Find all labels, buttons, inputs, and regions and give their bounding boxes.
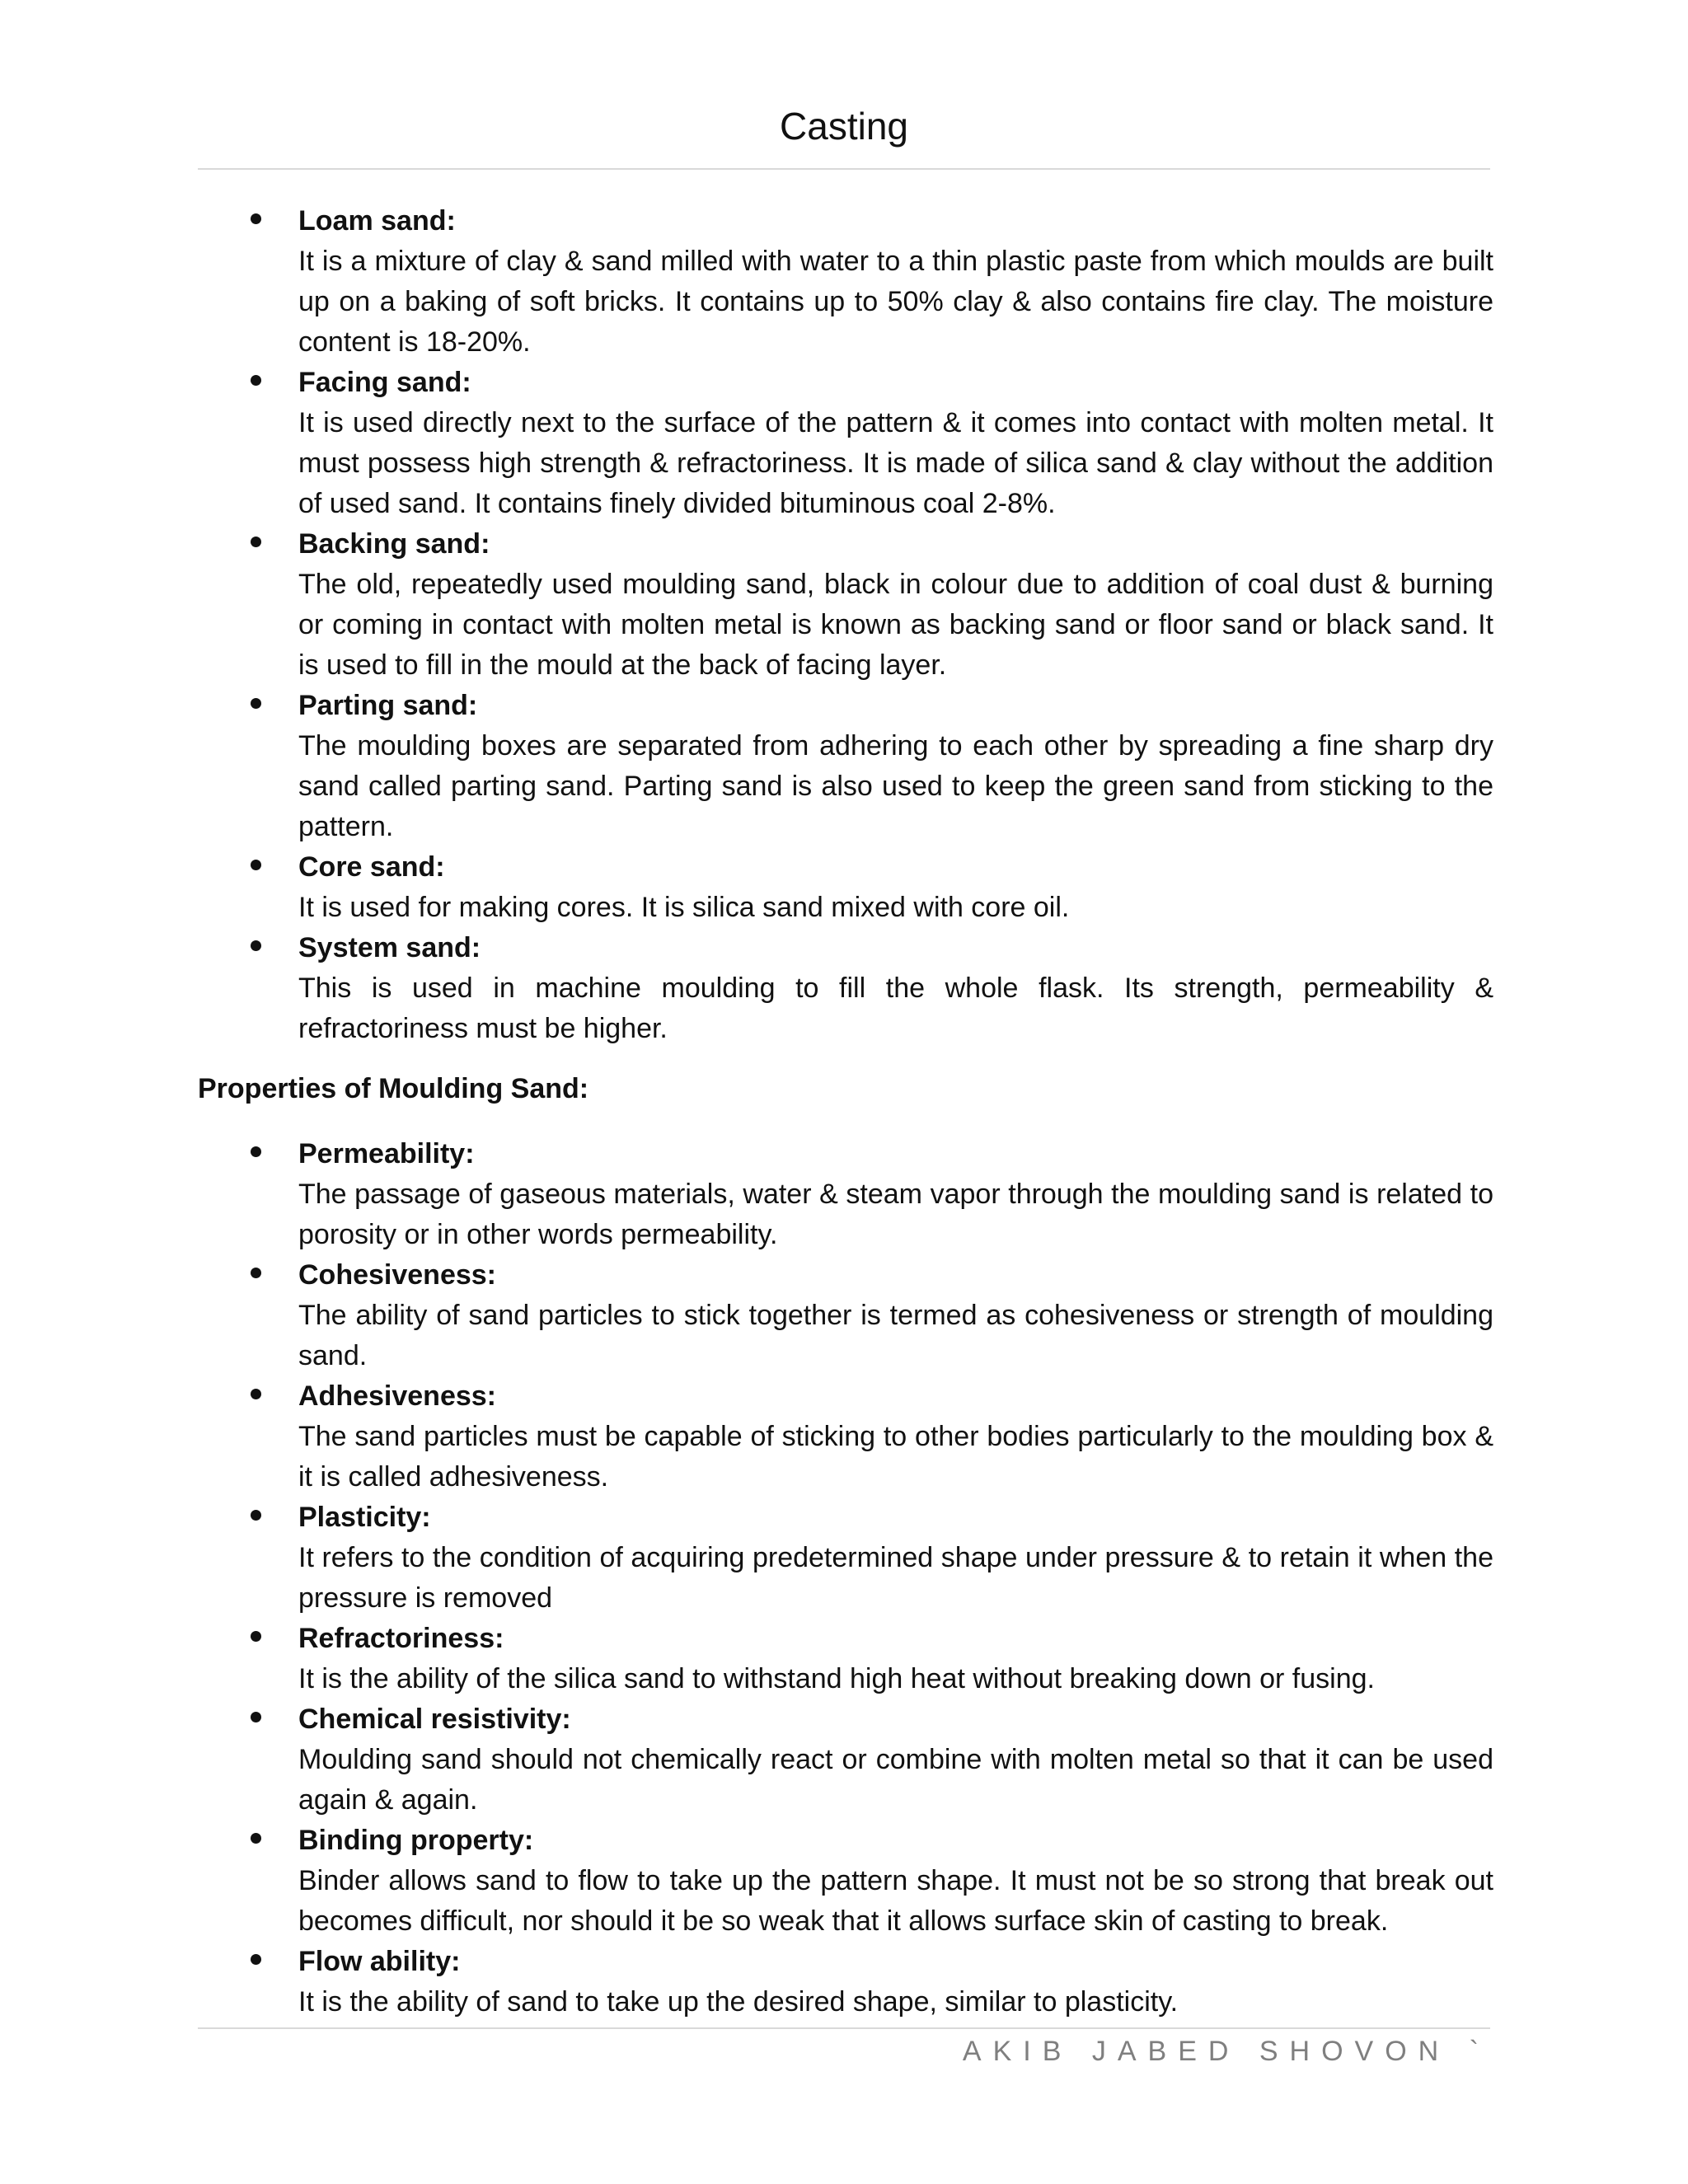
item-term: Binding property:	[298, 1825, 534, 1856]
bullet-icon	[251, 375, 261, 386]
list-item	[198, 847, 1493, 928]
list-item	[198, 1942, 1493, 2022]
page-title: Casting	[780, 105, 908, 148]
bullet-icon	[251, 698, 261, 709]
properties-list	[198, 1134, 1493, 2022]
item-term: System sand:	[298, 932, 481, 963]
bullet-icon	[251, 1389, 261, 1399]
item-term: Plasticity:	[298, 1502, 431, 1533]
bullet-icon	[251, 1510, 261, 1521]
item-term: Adhesiveness:	[298, 1380, 496, 1412]
list-item	[198, 201, 1493, 363]
item-term: Facing sand:	[298, 367, 471, 398]
page-footer	[198, 2027, 1490, 2067]
item-description: It is the ability of the silica sand to withstand high heat without breaking down or fusing.	[298, 1663, 1375, 1694]
item-term: Permeability:	[298, 1138, 475, 1169]
page-content	[198, 201, 1493, 2022]
list-item	[198, 363, 1493, 524]
item-description: The passage of gaseous materials, water & steam vapor through the moulding sand is related to porosity or in other words permeability.	[298, 1179, 1493, 1250]
bullet-icon	[251, 1954, 261, 1965]
bullet-icon	[251, 1712, 261, 1722]
item-description: It is a mixture of clay & sand milled with water to a thin plastic paste from which moulds are built up on a baking of soft bricks. It contains up to 50% clay & also contains fire clay. The moisture content is 18-20%.	[298, 246, 1493, 358]
bullet-icon	[251, 940, 261, 951]
list-item	[198, 1497, 1493, 1619]
item-description: The sand particles must be capable of sticking to other bodies particularly to the moulding box & it is called adhesiveness.	[298, 1421, 1493, 1493]
sand-types-list	[198, 201, 1493, 1049]
bullet-icon	[251, 1833, 261, 1844]
item-description: The old, repeatedly used moulding sand, black in colour due to addition of coal dust & burning or coming in contact with molten metal is known as backing sand or floor sand or black sand. It is used to fill in the mould at the back of facing layer.	[298, 569, 1493, 681]
item-description: The moulding boxes are separated from adhering to each other by spreading a fine sharp dry sand called parting sand. Parting sand is also used to keep the green sand from sticking to the pattern.	[298, 730, 1493, 842]
bullet-icon	[251, 213, 261, 224]
list-item	[198, 928, 1493, 1049]
item-description: It refers to the condition of acquiring predetermined shape under pressure & to retain it when the pressure is removed	[298, 1542, 1493, 1614]
bullet-icon	[251, 537, 261, 547]
bullet-icon	[251, 1146, 261, 1157]
item-term: Refractoriness:	[298, 1623, 504, 1654]
item-description: It is used for making cores. It is silica sand mixed with core oil.	[298, 892, 1070, 923]
list-item	[198, 1619, 1493, 1699]
item-description: The ability of sand particles to stick together is termed as cohesiveness or strength of moulding sand.	[298, 1300, 1493, 1371]
item-term: Loam sand:	[298, 205, 456, 237]
list-item	[198, 1376, 1493, 1497]
page-header	[198, 97, 1490, 170]
list-item	[198, 1134, 1493, 1255]
list-item	[198, 524, 1493, 686]
item-description: Binder allows sand to flow to take up the pattern shape. It must not be so strong that break out becomes difficult, nor should it be so weak that it allows surface skin of casting to break.	[298, 1865, 1493, 1937]
item-term: Parting sand:	[298, 690, 478, 721]
item-description: It is the ability of sand to take up the desired shape, similar to plasticity.	[298, 1986, 1179, 2018]
list-item	[198, 1699, 1493, 1821]
item-term: Flow ability:	[298, 1946, 461, 1977]
bullet-icon	[251, 860, 261, 870]
bullet-icon	[251, 1268, 261, 1278]
list-item	[198, 1821, 1493, 1942]
list-item	[198, 686, 1493, 847]
author-name: AKIB JABED SHOVON `	[962, 2036, 1490, 2067]
bullet-icon	[251, 1631, 261, 1642]
section-heading: Properties of Moulding Sand:	[198, 1073, 589, 1104]
item-term: Backing sand:	[298, 528, 490, 560]
item-term: Core sand:	[298, 851, 445, 883]
list-item	[198, 1255, 1493, 1376]
item-description: Moulding sand should not chemically react or combine with molten metal so that it can be used again & again.	[298, 1744, 1493, 1816]
item-term: Chemical resistivity:	[298, 1704, 571, 1735]
item-description: This is used in machine moulding to fill the whole flask. Its strength, permeability & refractoriness must be higher.	[298, 972, 1493, 1044]
item-description: It is used directly next to the surface of the pattern & it comes into contact with molten metal. It must possess high strength & refractoriness. It is made of silica sand & clay without the addition of used sand. It contains finely divided bituminous coal 2-8%.	[298, 407, 1493, 519]
item-term: Cohesiveness:	[298, 1259, 496, 1291]
